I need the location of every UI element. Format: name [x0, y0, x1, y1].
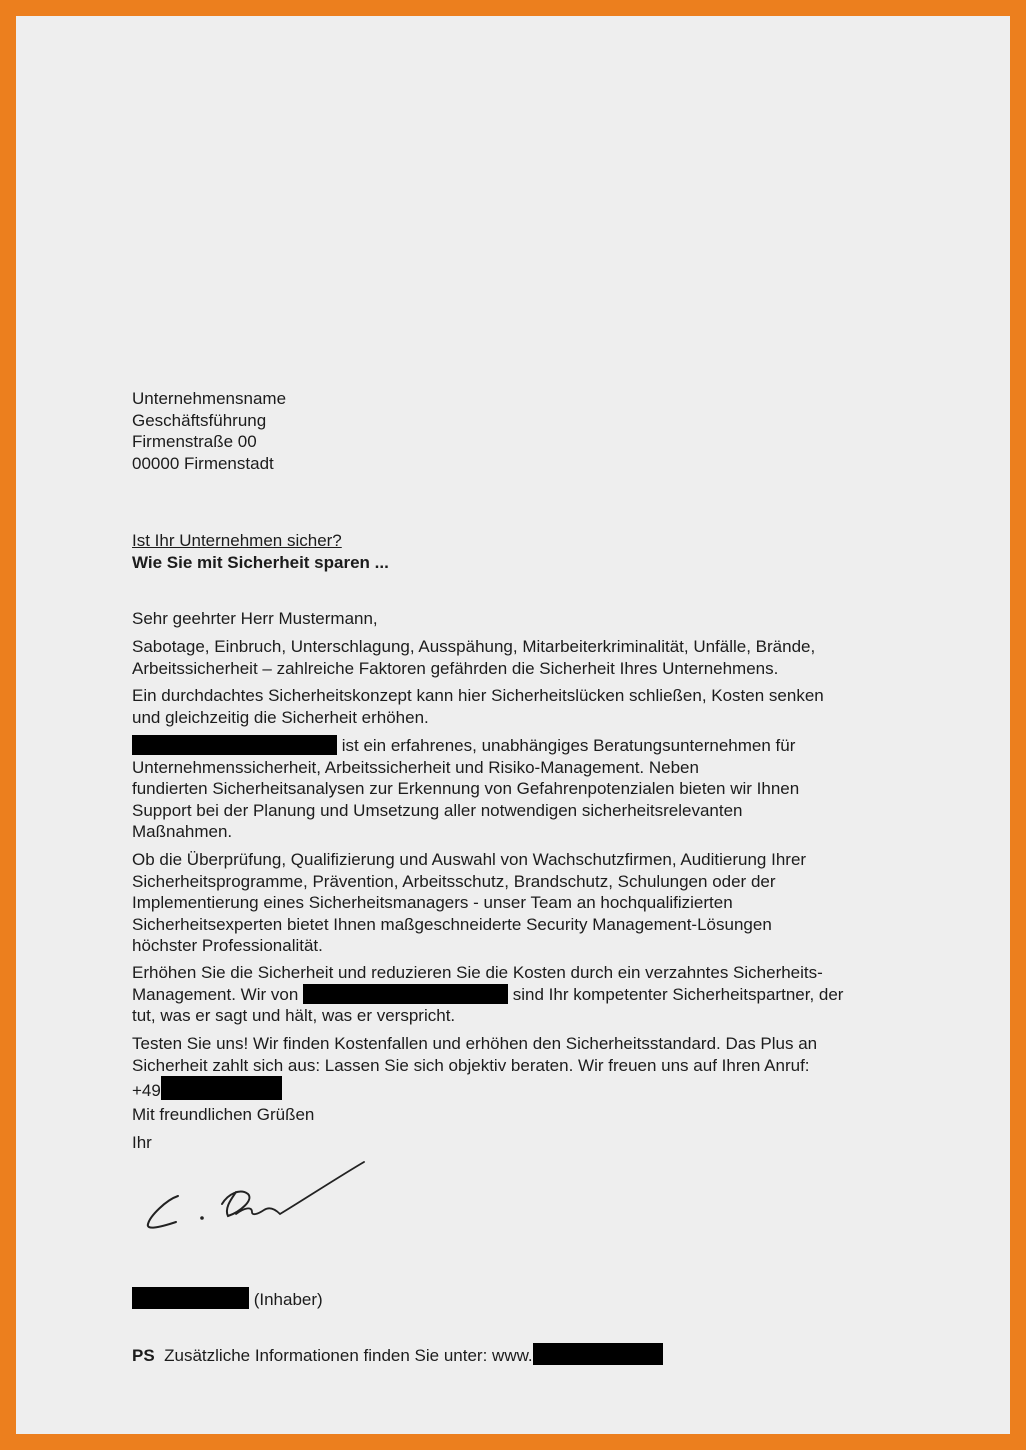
sender-role: (Inhaber) — [249, 1290, 323, 1309]
postscript-line — [132, 1343, 902, 1367]
paragraph-partner — [132, 962, 902, 1027]
postscript-label: PS — [132, 1346, 155, 1365]
handwritten-signature — [140, 1158, 380, 1238]
paragraph-line: und gleichzeitig die Sicherheit erhöhen. — [132, 707, 429, 727]
paragraph-company — [132, 735, 902, 843]
postscript-text: Zusätzliche Informationen finden Sie unter: www. — [154, 1346, 533, 1365]
salutation-text: Sehr geehrter Herr Mustermann, — [132, 609, 378, 628]
paragraph-line: höchster Professionalität. — [132, 936, 323, 955]
paragraph-line: Implementierung eines Sicherheitsmanagers - unser Team an hochqualifizierten — [132, 893, 733, 912]
paragraph-text: ist ein erfahrenes, unabhängiges Beratungsunternehmen für — [337, 736, 796, 755]
postscript — [132, 1343, 902, 1367]
paragraph-line: Sicherheit zahlt sich aus: Lassen Sie sich objektiv beraten. Wir freuen uns auf Ihren Anruf: — [132, 1055, 810, 1075]
closing-text: Mit freundlichen Grüßen — [132, 1105, 315, 1124]
sender-line — [132, 1287, 902, 1311]
redacted-company-name — [303, 984, 508, 1004]
paragraph-text: Management. Wir von — [132, 984, 304, 1004]
redacted-company-name — [132, 735, 337, 755]
paragraph-text: sind Ihr kompetenter Sicherheitspartner, der — [508, 984, 844, 1004]
paragraph-line: Sicherheitsexperten bietet Ihnen maßgeschneiderte Security Management-Lösungen — [132, 914, 772, 934]
paragraph-line: Unternehmenssicherheit, Arbeitssicherheit und Risiko-Management. Neben — [132, 757, 699, 777]
closing — [132, 1104, 902, 1126]
redacted-sender-name — [132, 1287, 249, 1309]
paragraph-line — [132, 735, 902, 757]
paragraph-line: Arbeitssicherheit – zahlreiche Faktoren gefährden die Sicherheit Ihres Unternehmens. — [132, 658, 779, 678]
recipient-address — [132, 388, 902, 474]
address-line-street: Firmenstraße 00 — [132, 432, 257, 451]
paragraph-line: tut, was er sagt und hält, was er verspricht. — [132, 1006, 456, 1025]
salutation — [132, 608, 902, 630]
paragraph-line: Sicherheitsprogramme, Prävention, Arbeitsschutz, Brandschutz, Schulungen oder der — [132, 871, 776, 891]
phone-prefix: +49 — [132, 1081, 161, 1100]
paragraph-line — [132, 984, 902, 1006]
phone-line — [132, 1076, 902, 1102]
sender-name-line — [132, 1287, 902, 1311]
paragraph-line: Ein durchdachtes Sicherheitskonzept kann hier Sicherheitslücken schließen, Kosten senken — [132, 686, 824, 705]
redacted-phone-number — [161, 1076, 282, 1100]
paragraph-line: Erhöhen Sie die Sicherheit und reduzieren Sie die Kosten durch ein verzahntes Sicherheits- — [132, 963, 823, 982]
address-line-department: Geschäftsführung — [132, 410, 267, 430]
closing-ihr — [132, 1132, 902, 1154]
paragraph-line: Testen Sie uns! Wir finden Kostenfallen und erhöhen den Sicherheitsstandard. Das Plus an — [132, 1034, 818, 1053]
subject-question: Ist Ihr Unternehmen sicher? — [132, 531, 342, 550]
paragraph-line: Maßnahmen. — [132, 822, 233, 841]
paragraph-services — [132, 849, 902, 957]
paragraph-concept — [132, 685, 902, 728]
paragraph-line: Support bei der Planung und Umsetzung aller notwendigen sicherheitsrelevanten — [132, 800, 743, 820]
paragraph-risks — [132, 636, 902, 679]
paragraph-line: Ob die Überprüfung, Qualifizierung und Auswahl von Wachschutzfirmen, Auditierung Ihrer — [132, 850, 807, 869]
paragraph-line: Sabotage, Einbruch, Unterschlagung, Ausspähung, Mitarbeiterkriminalität, Unfälle, Brände, — [132, 637, 816, 656]
subject-tagline: Wie Sie mit Sicherheit sparen ... — [132, 552, 389, 572]
subject-block — [132, 530, 902, 573]
redacted-website — [533, 1343, 663, 1365]
paragraph-line: fundierten Sicherheitsanalysen zur Erkennung von Gefahrenpotenzialen bieten wir Ihnen — [132, 779, 800, 798]
address-line-city: 00000 Firmenstadt — [132, 453, 274, 473]
address-line-company: Unternehmensname — [132, 389, 287, 408]
paragraph-call-to-action — [132, 1033, 902, 1102]
closing-ihr-text: Ihr — [132, 1133, 152, 1152]
